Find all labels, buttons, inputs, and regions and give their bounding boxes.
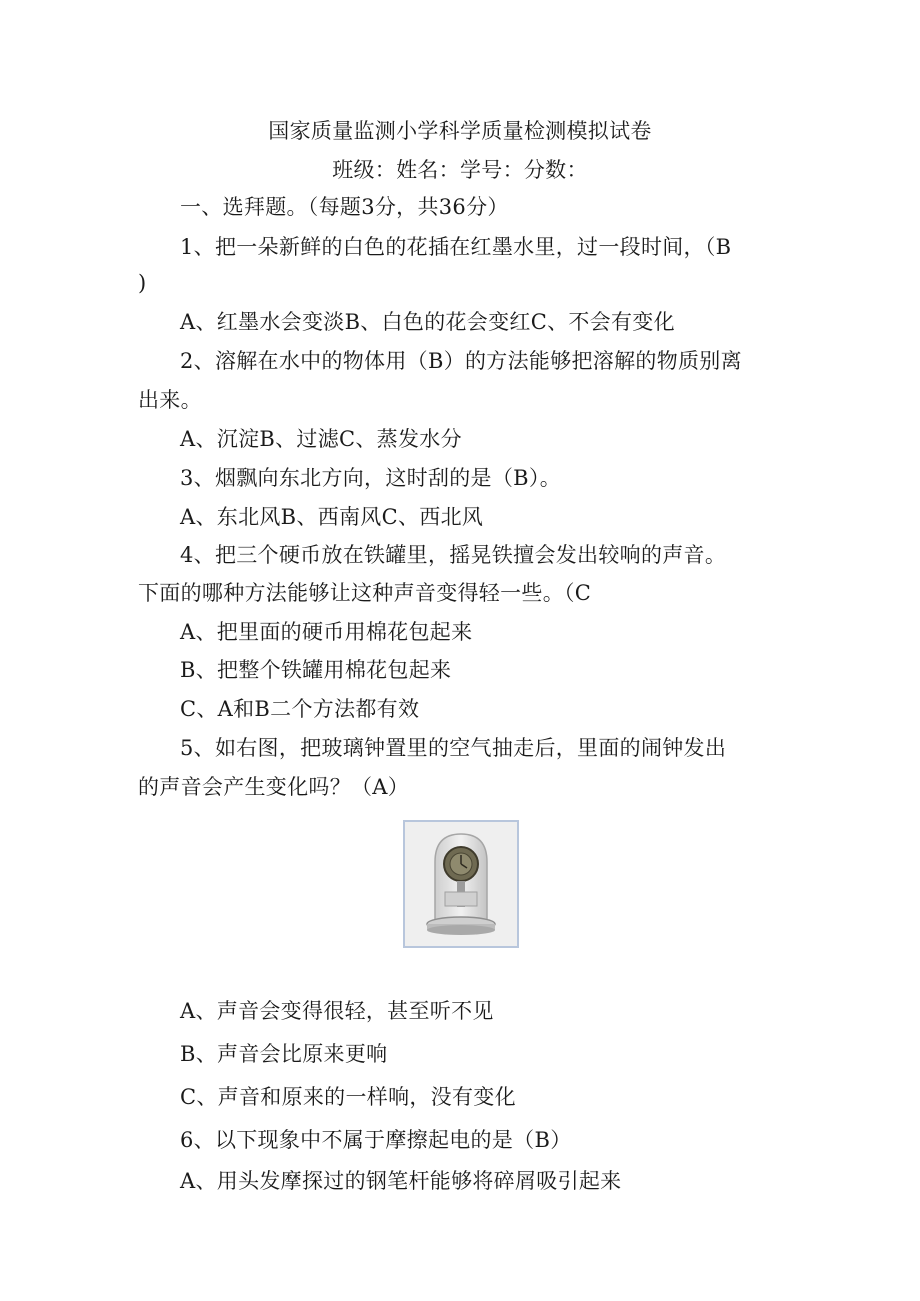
question-1-options: A、红墨水会变淡B、白色的花会变红C、不会有变化 bbox=[180, 310, 675, 334]
question-6-stem: 6、以下现象中不属于摩擦起电的是（B） bbox=[180, 1128, 572, 1152]
question-4-stem-line-2: 下面的哪种方法能够让这种声音变得轻一些。（C bbox=[138, 581, 592, 605]
question-2-stem-line-2: 出来。 bbox=[138, 388, 202, 412]
question-4-stem-line-1: 4、把三个硬币放在铁罐里，摇晃铁擅会发出较响的声音。 bbox=[180, 543, 727, 567]
student-info-line: 班级：姓名：学号：分数： bbox=[332, 158, 588, 182]
question-2-stem-line-1: 2、溶解在水中的物体用（B）的方法能够把溶解的物质别离 bbox=[180, 349, 742, 373]
exam-title: 国家质量监测小学科学质量检测模拟试卷 bbox=[268, 119, 652, 143]
question-5-option-a: A、声音会变得很轻，甚至听不见 bbox=[180, 999, 494, 1023]
question-3-options: A、东北风B、西南风C、西北风 bbox=[180, 505, 484, 529]
bell-jar-clock-illustration bbox=[405, 822, 517, 946]
question-5-stem-line-1: 5、如右图，把玻璃钟置里的空气抽走后，里面的闹钟发出 bbox=[180, 736, 727, 760]
question-1-stem-line-1: 1、把一朵新鲜的白色的花插在红墨水里，过一段时间，（B bbox=[180, 235, 732, 259]
question-2-options: A、沉淀B、过滤C、蒸发水分 bbox=[180, 427, 462, 451]
question-3-stem: 3、烟飘向东北方向，这时刮的是（B）。 bbox=[180, 466, 561, 490]
question-5-stem-line-2: 的声音会产生变化吗？（A） bbox=[138, 775, 410, 799]
section-heading: 一、选拜题。（每题3分，共36分） bbox=[180, 195, 509, 219]
question-1-stem-line-2: ) bbox=[138, 271, 147, 295]
question-4-option-b: B、把整个铁罐用棉花包起来 bbox=[180, 658, 452, 682]
question-6-option-a: A、用头发摩探过的钢笔杆能够将碎屑吸引起来 bbox=[180, 1169, 622, 1193]
question-5-option-c: C、声音和原来的一样响，没有变化 bbox=[180, 1085, 516, 1109]
bell-jar-clock-figure bbox=[403, 820, 519, 948]
question-4-option-a: A、把里面的硬币用棉花包起来 bbox=[180, 620, 473, 644]
question-5-option-b: B、声音会比原来更响 bbox=[180, 1042, 388, 1066]
question-4-option-c: C、A和B二个方法都有效 bbox=[180, 697, 420, 721]
